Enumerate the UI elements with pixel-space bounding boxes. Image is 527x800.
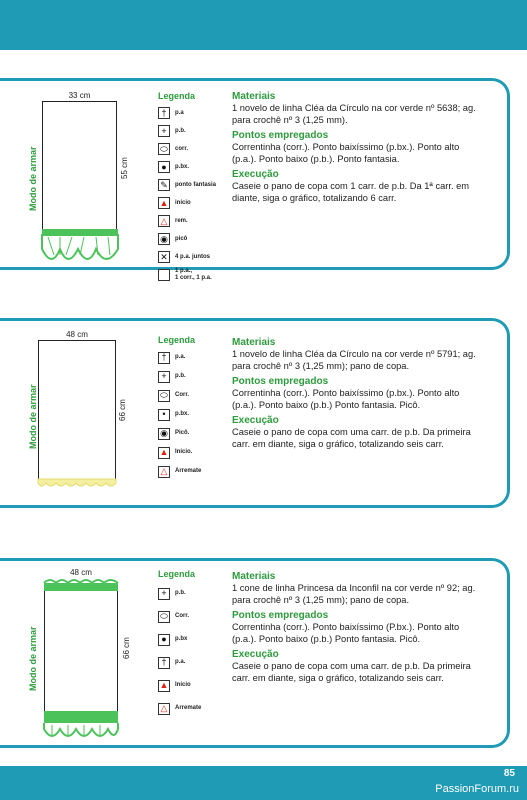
section-body: Caseie o pano de copa com uma carr. de p.b. Da primeira carr. em diante, siga o gráfico, totalizando seis carr. — [232, 661, 471, 683]
legend-label: Corr. — [175, 613, 190, 619]
pbx-icon: • — [158, 409, 170, 421]
lace-border-bottom — [42, 711, 120, 745]
legend-label: p.bx. — [175, 411, 190, 417]
section-heading: Execução — [232, 415, 279, 426]
legend-label: ponto fantasia — [175, 181, 217, 188]
legend-label: 4 p.a. juntos — [175, 253, 211, 260]
modo-de-armar-label: Modo de armar — [28, 626, 38, 691]
towel-outline — [42, 101, 117, 233]
lace-border — [36, 477, 118, 491]
legend-item — [158, 248, 216, 266]
pb-icon: + — [158, 588, 170, 600]
legend-item — [158, 367, 201, 386]
corr-icon: ⬭ — [158, 611, 170, 623]
legend-label: p.b. — [175, 127, 186, 134]
towel-outline — [44, 591, 118, 719]
legend-item — [158, 348, 201, 367]
arremate-icon: △ — [158, 466, 170, 478]
legend-label: rem. — [175, 217, 188, 224]
legend-label: Corr. — [175, 392, 190, 398]
pb-icon: + — [158, 125, 170, 137]
inicio-icon: ▲ — [159, 447, 169, 457]
inicio-icon: ▲ — [159, 197, 169, 208]
pb-icon: + — [158, 371, 170, 383]
section-heading: Pontos empregados — [232, 376, 329, 387]
legend-label: corr. — [175, 145, 189, 152]
legend-label: p.a. — [175, 659, 186, 665]
top-banner — [0, 0, 527, 50]
instructions — [232, 567, 477, 684]
legend-item — [158, 212, 216, 230]
width-label: 33 cm — [68, 91, 91, 100]
towel-outline — [38, 340, 116, 480]
legend-label: Arremate — [175, 468, 202, 474]
legend — [158, 335, 201, 481]
legend-item — [158, 582, 201, 605]
pbx-icon: ● — [158, 634, 170, 646]
section-heading: Execução — [232, 649, 279, 660]
page-number: 85 — [503, 768, 515, 779]
legend-item — [158, 605, 201, 628]
section-body: Correntinha (corr.). Ponto baixíssimo (p.bx.). Ponto alto (p.a.). Ponto baixo (p.b.) Ponto fantasia. Picô. — [232, 388, 460, 410]
height-label: 55 cm — [120, 157, 129, 179]
legend-label: 1 p.a., 1 corr., 1 p.a. — [175, 268, 212, 281]
legend-item — [158, 122, 216, 140]
pa-icon: † — [158, 657, 170, 669]
pattern-card-2 — [0, 318, 510, 508]
modo-de-armar-label: Modo de armar — [28, 146, 38, 211]
corr-icon: ⬭ — [158, 390, 170, 402]
legend-item — [158, 424, 201, 443]
legend-label: picô — [175, 235, 188, 242]
corr-icon: ⬭ — [158, 143, 170, 155]
section-body: 1 novelo de linha Cléa da Círculo na cor verde nº 5638; ag. para crochê nº 3 (1,25 mm). — [232, 103, 476, 125]
width-label: 48 cm — [70, 568, 92, 577]
legend — [158, 569, 201, 720]
width-label: 48 cm — [66, 330, 88, 339]
pico-icon: ◉ — [158, 233, 170, 245]
section-heading: Pontos empregados — [232, 610, 329, 621]
ponto-fantasia-icon: ✎ — [158, 179, 170, 191]
inicio-icon: ▲ — [159, 680, 169, 690]
section-heading: Pontos empregados — [232, 130, 329, 141]
legend-label: Picô. — [175, 430, 190, 436]
legend-label: p.a — [175, 109, 184, 116]
section-body: 1 novelo de linha Cléa da Círculo na cor verde nº 5791; ag. para crochê nº 3 (1,25 mm); pano de copa. — [232, 349, 476, 371]
arremate-icon: △ — [158, 703, 170, 715]
pa-icon: † — [158, 352, 170, 364]
legend-label: p.b. — [175, 373, 186, 379]
section-body: Caseie o pano de copa com uma carr. de p.b. Da primeira carr. em diante, siga o gráfico, totalizando seis carr. — [232, 427, 471, 449]
legend-title: Legenda — [158, 569, 196, 579]
legend-item — [158, 140, 216, 158]
legend-label: p.b. — [175, 590, 186, 596]
legend-item — [158, 651, 201, 674]
legend-label: p.bx. — [175, 163, 190, 170]
4pa-juntos-icon: ✕ — [158, 251, 170, 263]
section-heading: Materiais — [232, 91, 276, 102]
legend-item — [158, 628, 201, 651]
forum-watermark: PassionForum.ru — [435, 783, 519, 795]
section-body: 1 cone de linha Princesa da Inconfil na cor verde nº 92; ag. para crochê nº 3 (1,25 mm); pano de copa. — [232, 583, 476, 605]
legend-title: Legenda — [158, 91, 196, 101]
height-label: 66 cm — [122, 637, 131, 659]
section-body: Correntinha (corr.). Ponto baixíssimo (P.bx.). Ponto alto (p.a.). Ponto baixo (p.b.) Ponto fantasia. Picô. — [232, 622, 460, 644]
lace-border — [40, 229, 120, 269]
pa-corr-pa-icon — [158, 269, 170, 281]
legend-item — [158, 386, 201, 405]
legend-item — [158, 176, 216, 194]
legend-label: início — [175, 199, 191, 206]
legend-label: Início — [175, 682, 191, 688]
section-heading: Materiais — [232, 337, 276, 348]
legend-item — [158, 443, 201, 462]
legend-label: Arremate — [175, 705, 202, 711]
legend-item — [158, 462, 201, 481]
section-body: Correntinha (corr.). Ponto baixíssimo (p.bx.). Ponto alto (p.a.). Ponto baixo (p.b.). Ponto fantasia. — [232, 142, 460, 164]
legend-item — [158, 697, 201, 720]
legend-item — [158, 405, 201, 424]
section-heading: Materiais — [232, 571, 276, 582]
legend-label: p.bx — [175, 636, 188, 642]
section-body: Caseie o pano de copa com 1 carr. de p.b. Da 1ª carr. em diante, siga o gráfico, totalizando 6 carr. — [232, 181, 470, 203]
legend-item — [158, 674, 201, 697]
legend-item — [158, 158, 216, 176]
pbx-icon: ● — [158, 161, 170, 173]
instructions — [232, 333, 477, 450]
legend-item — [158, 230, 216, 248]
pico-icon: ◉ — [158, 428, 170, 440]
legend-label: Início. — [175, 449, 193, 455]
modo-de-armar-label: Modo de armar — [28, 384, 38, 449]
legend-title: Legenda — [158, 335, 196, 345]
legend-item — [158, 194, 216, 212]
height-label: 66 cm — [118, 399, 127, 421]
legend — [158, 91, 216, 284]
section-heading: Execução — [232, 169, 279, 180]
legend-item — [158, 104, 216, 122]
pa-icon: † — [158, 107, 170, 119]
instructions — [232, 87, 477, 204]
pattern-card-1 — [0, 78, 510, 281]
legend-item — [158, 266, 216, 284]
pattern-card-3 — [0, 558, 510, 748]
legend-label: p.a. — [175, 354, 186, 360]
rem-icon: △ — [158, 215, 170, 227]
